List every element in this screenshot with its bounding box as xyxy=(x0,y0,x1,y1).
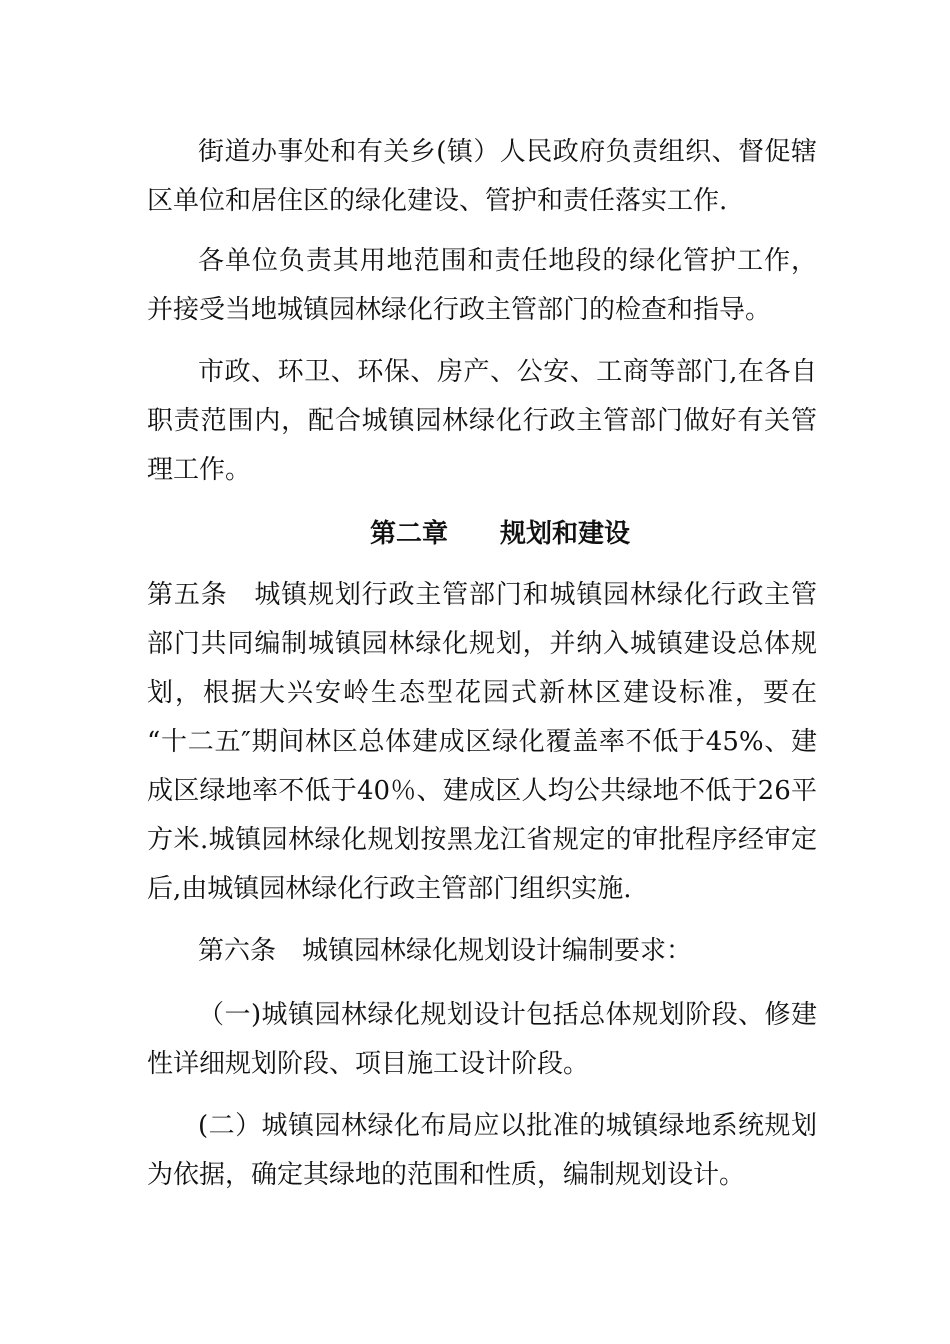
article-5-line-2: 部门共同编制城镇园林绿化规划，并纳入城镇建设总体规 xyxy=(147,629,817,659)
article-5-line-5: 成区绿地率不低于40％、建成区人均公共绿地不低于26平 xyxy=(147,776,817,806)
article-5-line-3: 划，根据大兴安岭生态型花园式新林区建设标准，要在 xyxy=(147,678,817,708)
paragraph-1-line-1: 街道办事处和有关乡(镇）人民政府负责组织、督促辖 xyxy=(198,137,817,167)
article-5-line-4: “十二五″期间林区总体建成区绿化覆盖率不低于45%、建 xyxy=(147,727,817,757)
paragraph-3-line-3: 理工作。 xyxy=(147,455,252,485)
article-6-item-2-line-1: (二）城镇园林绿化布局应以批准的城镇绿地系统规划 xyxy=(198,1111,817,1141)
article-5-line-7: 后,由城镇园林绿化行政主管部门组织实施. xyxy=(147,874,632,904)
article-5-line-6: 方米.城镇园林绿化规划按黑龙江省规定的审批程序经审定 xyxy=(147,825,817,855)
paragraph-1-line-2: 区单位和居住区的绿化建设、管护和责任落实工作. xyxy=(147,186,728,216)
article-5-line-1: 第五条 城镇规划行政主管部门和城镇园林绿化行政主管 xyxy=(147,580,817,610)
article-6-item-1-line-1: （一)城镇园林绿化规划设计包括总体规划阶段、修建 xyxy=(198,1000,817,1030)
paragraph-2-line-1: 各单位负责其用地范围和责任地段的绿化管护工作， xyxy=(198,246,817,276)
paragraph-2-line-2: 并接受当地城镇园林绿化行政主管部门的检查和指导。 xyxy=(147,295,772,325)
chapter-heading: 第二章 规划和建设 xyxy=(370,519,631,549)
article-6-item-1-line-2: 性详细规划阶段、项目施工设计阶段。 xyxy=(147,1049,590,1079)
article-6-item-2-line-2: 为依据，确定其绿地的范围和性质，编制规划设计。 xyxy=(147,1160,746,1190)
paragraph-3-line-1: 市政、环卫、环保、房产、公安、工商等部门,在各自 xyxy=(198,357,817,387)
article-6-title: 第六条 城镇园林绿化规划设计编制要求： xyxy=(198,936,693,966)
paragraph-3-line-2: 职责范围内，配合城镇园林绿化行政主管部门做好有关管 xyxy=(147,406,817,436)
